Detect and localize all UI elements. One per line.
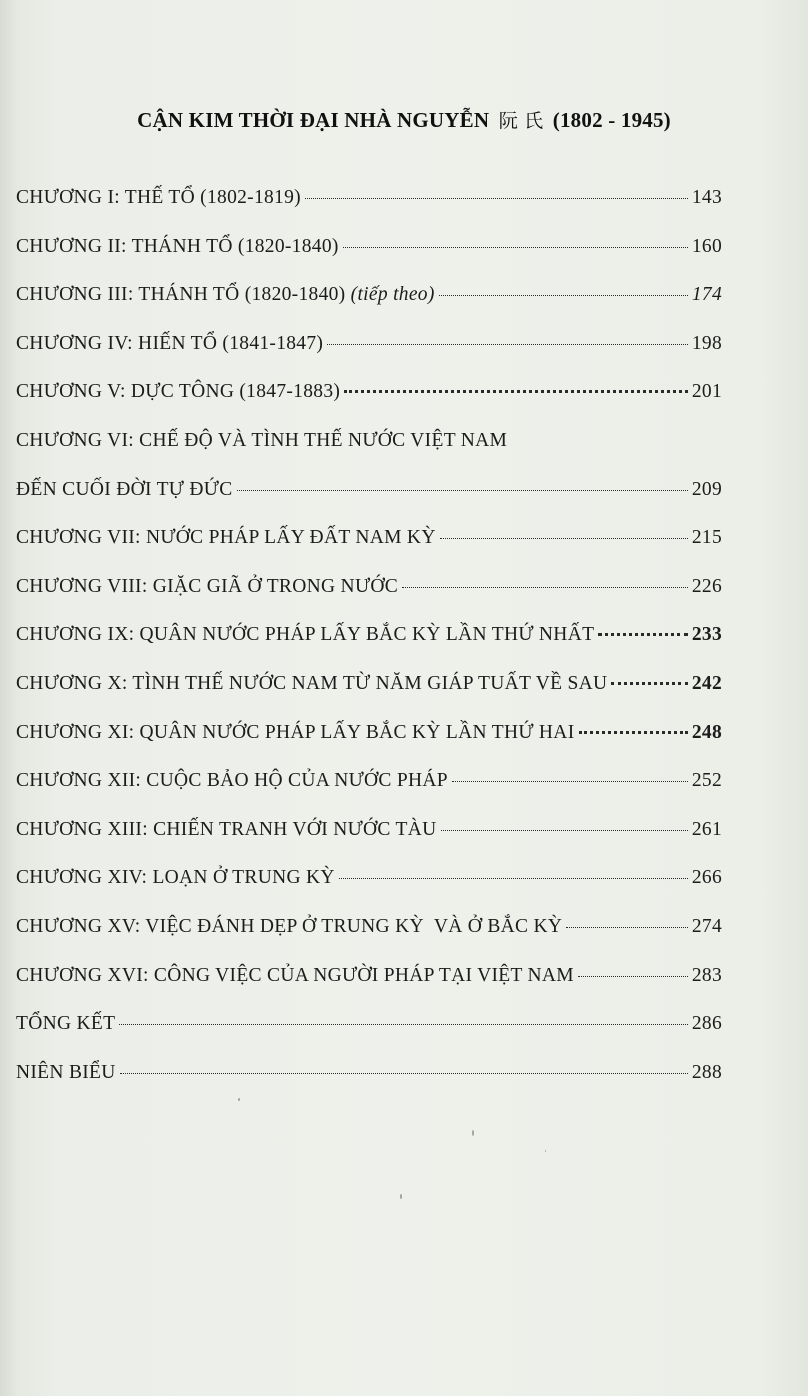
dot-leader bbox=[339, 878, 688, 879]
toc-entry-label: TỔNG KẾT bbox=[16, 1013, 116, 1035]
toc-entry-page: 174 bbox=[691, 284, 722, 306]
toc-entry bbox=[16, 719, 722, 768]
toc-entry-page: 283 bbox=[691, 964, 722, 986]
toc-entry-label: CHƯƠNG XI: QUÂN NƯỚC PHÁP LẤY BẮC KỲ LẦN THỨ HAI bbox=[16, 721, 575, 743]
toc-entry-page: 201 bbox=[691, 381, 722, 403]
toc-entry-label: CHƯƠNG V: DỰC TÔNG (1847-1883) bbox=[16, 381, 341, 403]
toc-entry-label: CHƯƠNG IX: QUÂN NƯỚC PHÁP LẤY BẮC KỲ LẦN THỨ NHẤT bbox=[16, 624, 595, 646]
dot-leader bbox=[343, 247, 688, 248]
table-of-contents bbox=[16, 184, 722, 1107]
dot-leader bbox=[579, 731, 688, 734]
toc-entry-label: CHƯƠNG IV: HIẾN TỔ (1841-1847) bbox=[16, 332, 324, 354]
toc-entry-page: 233 bbox=[691, 624, 722, 646]
paper-speck bbox=[238, 1098, 240, 1101]
toc-entry bbox=[16, 962, 722, 1011]
toc-entry-label: CHƯƠNG XIII: CHIẾN TRANH VỚI NƯỚC TÀU bbox=[16, 818, 437, 840]
toc-entry-label bbox=[16, 281, 435, 309]
toc-entry bbox=[16, 864, 722, 913]
toc-entry-page: 215 bbox=[691, 527, 722, 549]
toc-entry-page: 274 bbox=[691, 915, 722, 937]
dot-leader bbox=[327, 344, 688, 345]
toc-entry bbox=[16, 816, 722, 865]
dot-leader bbox=[452, 781, 688, 782]
dot-leader bbox=[120, 1073, 688, 1074]
paper-speck bbox=[472, 1130, 474, 1136]
toc-entry bbox=[16, 767, 722, 816]
toc-entry bbox=[16, 670, 722, 719]
toc-entry bbox=[16, 1010, 722, 1059]
toc-entry-label: CHƯƠNG X: TÌNH THẾ NƯỚC NAM TỪ NĂM GIÁP TUẤT VỀ SAU bbox=[16, 672, 608, 694]
toc-entry bbox=[16, 524, 722, 573]
dot-leader bbox=[440, 538, 688, 539]
title-main: CẬN KIM THỜI ĐẠI NHÀ NGUYỄN bbox=[137, 108, 490, 132]
toc-entry bbox=[16, 378, 722, 427]
toc-entry-page: 242 bbox=[691, 672, 722, 694]
paper-speck bbox=[545, 1150, 546, 1152]
dot-leader bbox=[578, 976, 688, 977]
toc-entry-label: CHƯƠNG II: THÁNH TỔ (1820-1840) bbox=[16, 235, 339, 257]
toc-entry-page: 252 bbox=[691, 770, 722, 792]
toc-entry-page: 209 bbox=[691, 478, 722, 500]
toc-entry-page: 198 bbox=[691, 332, 722, 354]
toc-entry-label: CHƯƠNG VII: NƯỚC PHÁP LẤY ĐẤT NAM KỲ bbox=[16, 527, 436, 549]
toc-entry-label: CHƯƠNG VIII: GIẶC GIÃ Ở TRONG NƯỚC bbox=[16, 575, 399, 597]
toc-entry bbox=[16, 330, 722, 379]
page-title bbox=[0, 106, 808, 133]
toc-entry bbox=[16, 281, 722, 330]
toc-entry-page: 288 bbox=[691, 1061, 722, 1083]
dot-leader bbox=[119, 1024, 688, 1025]
toc-entry bbox=[16, 233, 722, 282]
toc-entry-label: CHƯƠNG XII: CUỘC BẢO HỘ CỦA NƯỚC PHÁP bbox=[16, 770, 448, 792]
dot-leader bbox=[566, 927, 688, 928]
toc-entry bbox=[16, 427, 722, 476]
title-years: (1802 - 1945) bbox=[552, 108, 671, 132]
toc-entry-page: 286 bbox=[691, 1013, 722, 1035]
toc-entry-label: NIÊN BIỂU bbox=[16, 1061, 116, 1083]
toc-entry-page: 226 bbox=[691, 575, 722, 597]
toc-entry bbox=[16, 621, 722, 670]
toc-entry-note: (tiếp theo) bbox=[350, 284, 435, 306]
dot-leader bbox=[611, 682, 687, 685]
toc-entry-label: CHƯƠNG XIV: LOẠN Ở TRUNG KỲ bbox=[16, 867, 335, 889]
toc-entry bbox=[16, 1059, 722, 1108]
toc-entry-label-text: CHƯƠNG III: THÁNH TỔ (1820-1840) bbox=[16, 284, 346, 306]
dot-leader bbox=[237, 490, 688, 491]
paper-speck bbox=[400, 1194, 402, 1199]
toc-entry bbox=[16, 184, 722, 233]
dot-leader bbox=[598, 633, 688, 636]
title-han-characters: 阮 氏 bbox=[498, 110, 544, 132]
toc-entry bbox=[16, 913, 722, 962]
dot-leader bbox=[439, 295, 688, 296]
dot-leader bbox=[344, 390, 688, 393]
toc-entry-page: 261 bbox=[691, 818, 722, 840]
toc-entry-page: 143 bbox=[691, 187, 722, 208]
toc-entry bbox=[16, 476, 722, 525]
dot-leader bbox=[305, 198, 688, 199]
dot-leader bbox=[441, 830, 688, 831]
toc-entry-label: ĐẾN CUỐI ĐỜI TỰ ĐỨC bbox=[16, 478, 233, 500]
toc-entry-page: 266 bbox=[691, 867, 722, 889]
toc-entry-label: CHƯƠNG XVI: CÔNG VIỆC CỦA NGƯỜI PHÁP TẠI VIỆT NAM bbox=[16, 964, 574, 986]
toc-entry-page: 248 bbox=[691, 721, 722, 743]
toc-entry-label: CHƯƠNG VI: CHẾ ĐỘ VÀ TÌNH THẾ NƯỚC VIỆT NAM bbox=[16, 429, 508, 451]
toc-entry-label: CHƯƠNG XV: VIỆC ĐÁNH DẸP Ở TRUNG KỲ VÀ Ở BẮC KỲ bbox=[16, 915, 563, 937]
toc-entry-label: CHƯƠNG I: THẾ TỔ (1802-1819) bbox=[16, 187, 301, 208]
toc-entry-page: 160 bbox=[691, 235, 722, 257]
toc-entry bbox=[16, 573, 722, 622]
dot-leader bbox=[402, 587, 688, 588]
